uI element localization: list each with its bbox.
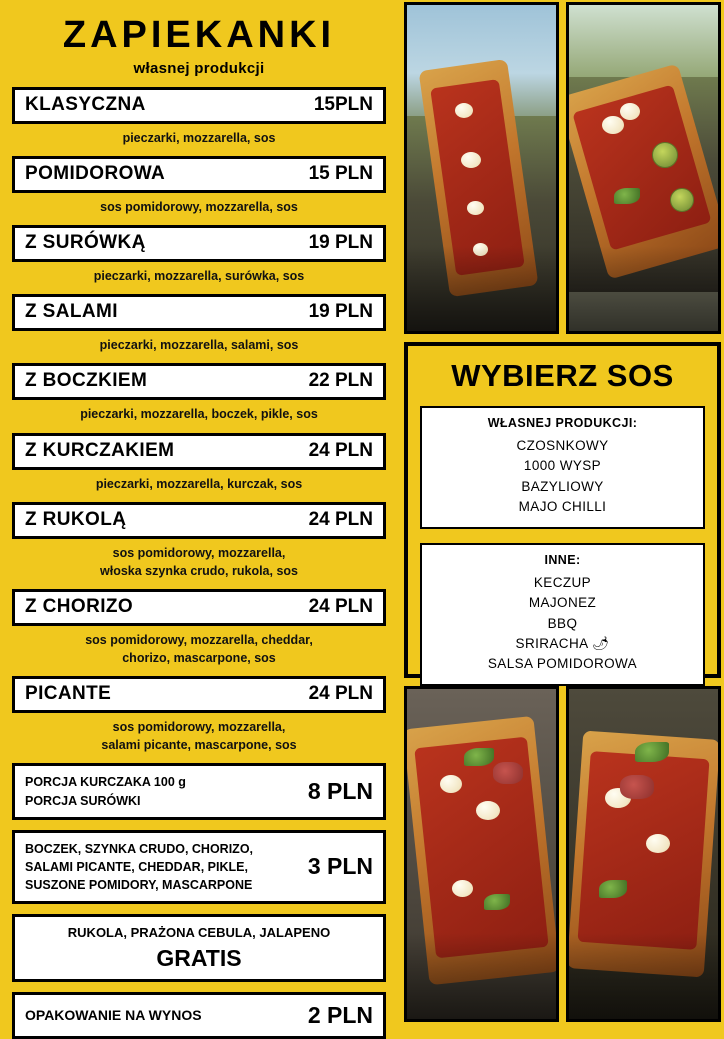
extras-item-lines: BOCZEK, SZYNKA CRUDO, CHORIZO, SALAMI PICANTE, CHEDDAR, PIKLE, SUSZONE POMIDORY, MASCARPONE	[25, 841, 254, 892]
extras-item	[12, 830, 386, 904]
menu-item	[12, 502, 386, 582]
photo-zapiekanka-arugula-tray	[404, 686, 559, 1022]
extras-item	[12, 763, 386, 819]
sauce-item-sriracha: SRIRACHA 🌶	[515, 635, 610, 651]
photo-zapiekanka-closeup	[566, 686, 721, 1022]
extras-item-price: GRATIS	[156, 944, 242, 971]
sauce-item: MAJONEZ	[528, 595, 597, 611]
menu-item-name: Z KURCZAKIEM	[25, 439, 175, 461]
extras-item-price: 2 PLN	[307, 1001, 373, 1028]
menu-item-desc: pieczarki, mozzarella, boczek, pikle, sos	[80, 407, 318, 422]
sauce-item: KECZUP	[533, 575, 592, 590]
menu-item-name: Z SALAMI	[25, 301, 118, 323]
gallery-column	[400, 0, 724, 1024]
sauce-item: BAZYLIOWY	[521, 478, 604, 494]
sauce-item: MAJO CHILLI	[518, 498, 607, 514]
menu-item-price: 24 PLN	[308, 439, 373, 461]
menu-item	[12, 87, 386, 149]
menu-item	[12, 363, 386, 425]
menu-item-price: 19 PLN	[308, 232, 373, 254]
menu-item-row	[12, 589, 386, 626]
menu-item-desc: pieczarki, mozzarella, sos	[122, 130, 276, 145]
sauce-item: CZOSNKOWY	[516, 438, 609, 453]
photo-zapiekanka-pickles	[566, 2, 721, 334]
menu-item-row	[12, 156, 386, 193]
extras-item-lines: PORCJA KURCZAKA 100 g PORCJA SURÓWKI	[25, 775, 186, 808]
menu-item-name: Z RUKOLĄ	[25, 508, 127, 530]
extras-item	[12, 992, 386, 1039]
page-subtitle: własnej produkcji	[133, 59, 265, 77]
menu-item	[12, 433, 386, 495]
menu-item-desc: pieczarki, mozzarella, salami, sos	[99, 338, 299, 353]
menu-item-name: Z BOCZKIEM	[25, 370, 148, 392]
menu-item-name: KLASYCZNA	[25, 93, 146, 115]
menu-item-price: 15PLN	[313, 93, 373, 115]
menu-item-row	[12, 225, 386, 262]
menu-item-name: PICANTE	[25, 683, 112, 705]
extras-item	[12, 914, 386, 982]
sauce-item: 1000 WYSP	[523, 458, 602, 474]
menu-item-price: 22 PLN	[308, 370, 373, 392]
menu-item-price: 24 PLN	[308, 683, 373, 705]
photo-zapiekanka-lakeside	[404, 2, 559, 334]
menu-item-name: Z SURÓWKĄ	[25, 232, 146, 254]
extras-item-price: 8 PLN	[307, 778, 373, 805]
menu-item-desc: sos pomidorowy, mozzarella, sos	[100, 200, 298, 215]
menu-item-row	[12, 433, 386, 470]
sauce-group-house	[420, 406, 705, 529]
extras-list	[0, 763, 398, 1038]
extras-item-price: 3 PLN	[307, 853, 373, 880]
sauce-item: BBQ	[547, 615, 578, 631]
menu-item-desc: pieczarki, mozzarella, surówka, sos	[93, 269, 305, 284]
menu-item-row	[12, 502, 386, 539]
sauce-panel	[404, 342, 721, 678]
menu-item-price: 19 PLN	[308, 301, 373, 323]
menu-item-row	[12, 87, 386, 124]
menu-item-price: 15 PLN	[308, 163, 373, 185]
menu-item-row	[12, 294, 386, 331]
sauce-group-other	[420, 543, 705, 686]
menu-item	[12, 225, 386, 287]
sauce-group-heading: INNE:	[544, 553, 581, 567]
menu-item	[12, 589, 386, 669]
menu-item-desc: pieczarki, mozzarella, kurczak, sos	[95, 476, 303, 491]
extras-item-lines: RUKOLA, PRAŻONA CEBULA, JALAPENO	[67, 925, 331, 941]
sauce-item: SALSA POMIDOROWA	[487, 656, 638, 671]
menu-item-desc: sos pomidorowy, mozzarella, salami picante, mascarpone, sos	[101, 720, 297, 753]
sauce-group-heading: WŁASNEJ PRODUKCJI:	[487, 416, 638, 430]
menu-item	[12, 156, 386, 218]
menu-item-price: 24 PLN	[308, 508, 373, 530]
menu-item-price: 24 PLN	[308, 595, 373, 617]
menu-item	[12, 294, 386, 356]
title-block	[0, 0, 398, 77]
extras-item-lines: OPAKOWANIE NA WYNOS	[25, 1007, 202, 1024]
menu-item-desc: sos pomidorowy, mozzarella, cheddar, chorizo, mascarpone, sos	[85, 632, 313, 666]
menu-item-row	[12, 363, 386, 400]
menu-item-name: Z CHORIZO	[25, 595, 134, 617]
menu-item-name: POMIDOROWA	[25, 163, 166, 185]
page-title: ZAPIEKANKI	[62, 14, 336, 56]
menu-list	[0, 87, 398, 757]
menu-item	[12, 676, 386, 756]
menu-item-desc: sos pomidorowy, mozzarella, włoska szynka crudo, rukola, sos	[100, 545, 298, 578]
menu-item-row	[12, 676, 386, 713]
sauce-panel-title: WYBIERZ SOS	[451, 358, 674, 393]
